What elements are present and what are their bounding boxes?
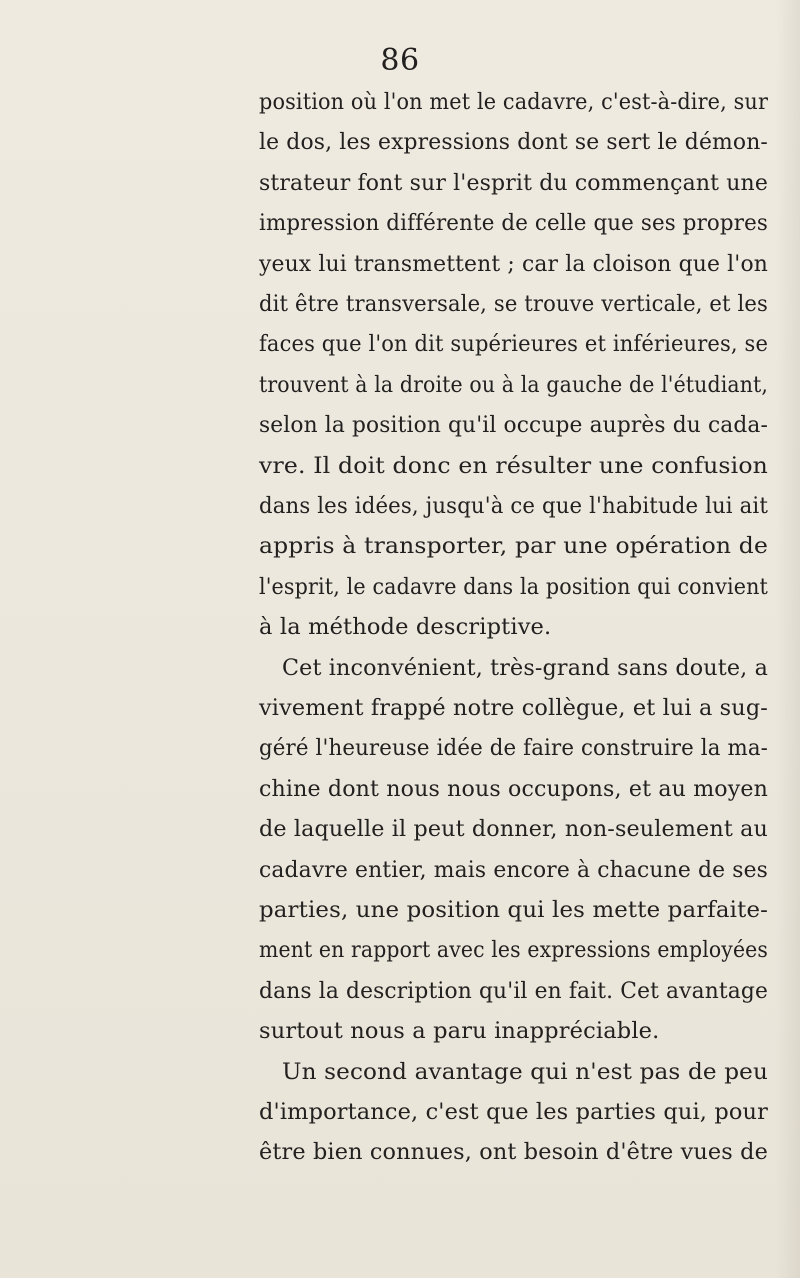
text-line xyxy=(0,769,800,809)
text-line xyxy=(0,365,800,405)
text-line-content: dans les idées, jusqu'à ce que l'habitude lui ait xyxy=(259,493,769,519)
text-line-content: chine dont nous nous occupons, et au moyen xyxy=(259,775,769,802)
text-line xyxy=(0,82,800,122)
text-line-content: à la méthode descriptive. xyxy=(259,614,552,641)
text-line-content: ment en rapport avec les expressions employées xyxy=(259,937,769,964)
text-line xyxy=(0,324,800,364)
text-line-content: strateur font sur l'esprit du commençant une xyxy=(259,169,769,196)
text-line xyxy=(0,244,800,284)
text-line xyxy=(0,122,800,162)
text-line xyxy=(0,526,800,566)
text-line xyxy=(0,688,800,728)
text-line xyxy=(0,971,800,1011)
text-line xyxy=(0,567,800,607)
text-line-content: position où l'on met le cadavre, c'est-à-dire, sur xyxy=(259,89,769,115)
text-line xyxy=(0,890,800,930)
text-line xyxy=(0,203,800,243)
text-line xyxy=(0,930,800,970)
text-line xyxy=(0,1092,800,1132)
text-line-content: être bien connues, ont besoin d'être vues de xyxy=(259,1139,768,1166)
text-line-content: appris à transporter, par une opération de xyxy=(259,533,769,560)
text-line xyxy=(0,607,800,647)
text-line-content: vivement frappé notre collègue, et lui a sug- xyxy=(259,695,768,721)
text-line xyxy=(0,405,800,445)
text-line xyxy=(0,728,800,768)
text-line-content: faces que l'on dit supérieures et inférieures, se xyxy=(259,331,769,358)
text-line-content: géré l'heureuse idée de faire construire la ma- xyxy=(259,735,769,762)
text-line-content: le dos, les expressions dont se sert le démon- xyxy=(259,129,768,156)
text-line xyxy=(0,850,800,890)
text-line-content: yeux lui transmettent ; car la cloison que l'on xyxy=(259,250,768,277)
text-line xyxy=(0,1132,800,1172)
text-line xyxy=(0,486,800,526)
text-line xyxy=(0,446,800,486)
page-number: 86 xyxy=(380,43,420,78)
text-line-content: Un second avantage qui n'est pas de peu xyxy=(282,1058,768,1085)
text-line-content: vre. Il doit donc en résulter une confusion xyxy=(259,452,769,479)
text-line xyxy=(0,648,800,688)
text-line-content: cadavre entier, mais encore à chacune de ses xyxy=(259,856,769,883)
text-line-content: selon la position qu'il occupe auprès du cada- xyxy=(259,412,768,439)
text-line-content: dans la description qu'il en fait. Cet avantage xyxy=(259,977,769,1004)
text-line xyxy=(0,163,800,203)
text-line xyxy=(0,284,800,324)
body-text xyxy=(0,82,800,1202)
text-line-content: Cet inconvénient, très-grand sans doute, a xyxy=(282,654,769,681)
text-line-content: trouvent à la droite ou à la gauche de l'étudiant, xyxy=(259,371,769,398)
text-line-content: surtout nous a paru inappréciable. xyxy=(259,1018,660,1045)
text-line xyxy=(0,1011,800,1051)
text-line-content: de laquelle il peut donner, non-seulement au xyxy=(259,816,768,843)
text-line xyxy=(0,1052,800,1092)
text-line-content: l'esprit, le cadavre dans la position qui convient xyxy=(259,573,769,600)
text-line-content: dit être transversale, se trouve verticale, et les xyxy=(259,291,768,317)
text-line-content: parties, une position qui les mette parfaite- xyxy=(259,897,768,923)
text-line xyxy=(0,809,800,849)
text-line-content: d'importance, c'est que les parties qui, pour xyxy=(259,1099,768,1125)
text-line-content: impression différente de celle que ses propres xyxy=(259,210,768,237)
